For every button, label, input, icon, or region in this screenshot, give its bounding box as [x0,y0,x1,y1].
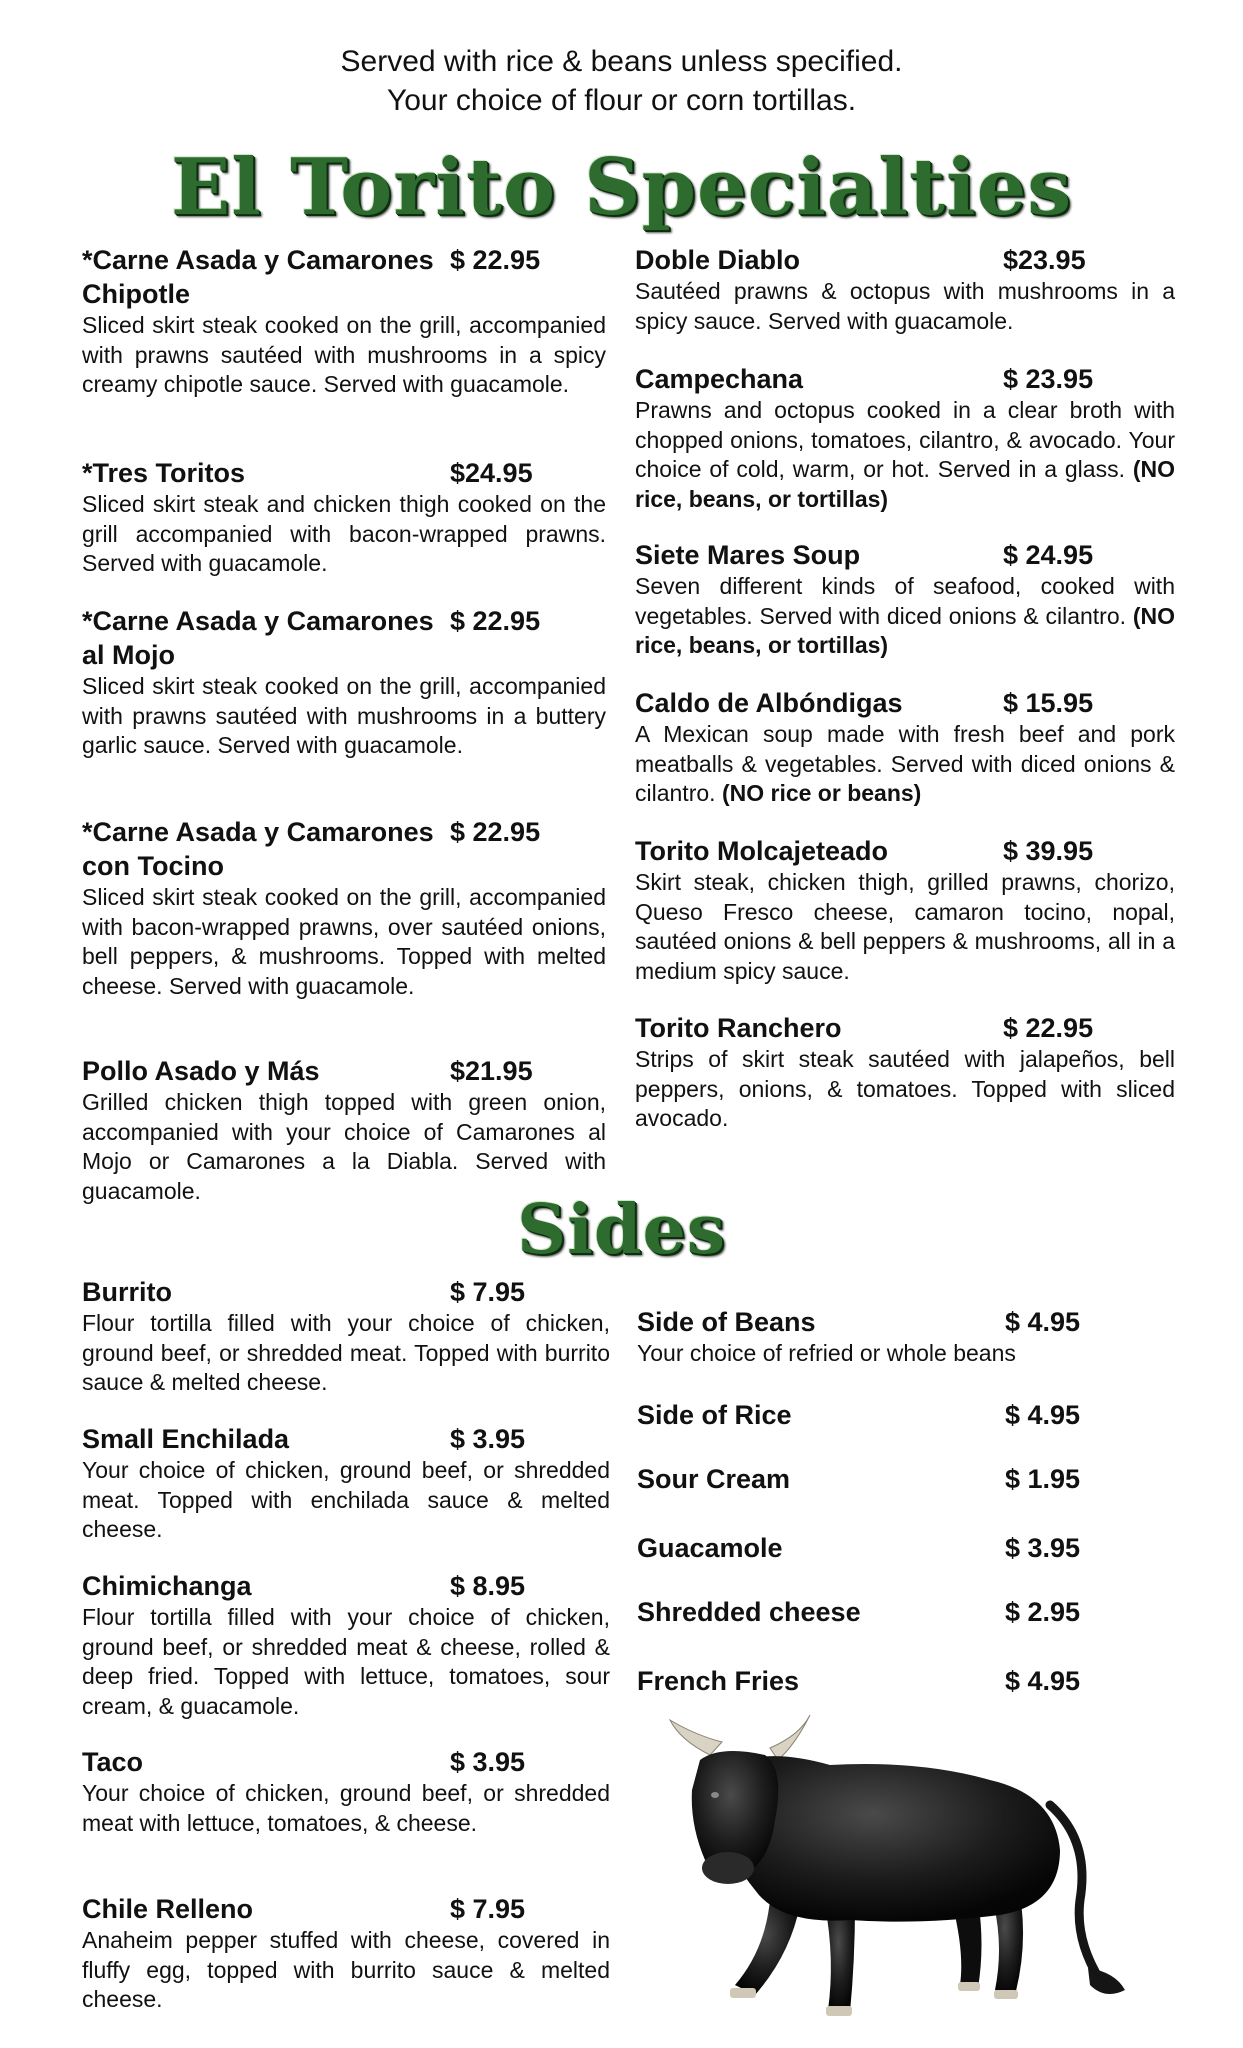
menu-item [635,243,1175,336]
item-description: Anaheim pepper stuffed with cheese, covered in fluffy egg, topped with burrito sauce & melted cheese. [82,1927,610,2012]
side-item [637,1595,1177,1629]
item-price: $ 1.95 [1005,1464,1081,1494]
item-name: French Fries [637,1666,800,1696]
side-item [637,1664,1177,1698]
item-price: $ 22.95 [450,817,541,847]
menu-item [635,1011,1175,1134]
item-name: Burrito [82,1277,172,1307]
intro-line-1: Served with rice & beans unless specified. [340,45,903,78]
item-price: $ 4.95 [1005,1307,1081,1337]
item-price: $ 4.95 [1005,1400,1081,1430]
description-text: A Mexican soup made with fresh beef and pork meatballs & vegetables. Served with diced onions & cilantro. [635,721,1175,806]
side-item [637,1531,1177,1565]
item-description: Flour tortilla filled with your choice of chicken, ground beef, or shredded meat & cheese, rolled & deep fried. Topped with lettuce, tomatoes, sour cream, & guacamole. [82,1604,610,1719]
menu-item [635,686,1175,809]
item-price: $24.95 [450,458,533,488]
item-note: (NO rice, beans, or tortillas) [635,602,1176,658]
item-name: Campechana [635,364,804,394]
item-description: Flour tortilla filled with your choice of chicken, ground beef, or shredded meat. Topped with burrito sauce & melted cheese. [82,1310,610,1395]
item-price: $ 23.95 [1003,364,1094,394]
item-note: (NO rice or beans) [721,780,922,806]
item-description: Your choice of refried or whole beans [637,1340,1016,1366]
item-price: $ 39.95 [1003,836,1094,866]
item-name: Guacamole [637,1533,783,1563]
item-name: Chile Relleno [82,1894,254,1924]
menu-item [82,456,606,579]
item-name: *Carne Asada y Camarones con Tocino [82,817,434,881]
item-name: Small Enchilada [82,1424,290,1454]
side-item [637,1305,1177,1369]
item-name: Shredded cheese [637,1597,861,1627]
item-name: Doble Diablo [635,245,801,275]
item-name: Sour Cream [637,1464,791,1494]
item-price: $ 15.95 [1003,688,1094,718]
item-price: $23.95 [1003,245,1086,275]
item-price: $ 2.95 [1005,1597,1081,1627]
description-text: Strips of skirt steak sautéed with jalapeños, bell peppers, onions, & tomatoes. Topped with sliced avocado. [635,1046,1175,1131]
item-description [635,572,1175,661]
item-name: Taco [82,1747,144,1777]
item-description: Grilled chicken thigh topped with green onion, accompanied with your choice of Camarones al Mojo or Camarones a la Diabla. Served with guacamole. [82,1089,606,1204]
menu-item [635,834,1175,986]
item-price: $ 22.95 [450,245,541,275]
item-name: *Carne Asada y Camarones al Mojo [82,606,434,670]
description-text: Skirt steak, chicken thigh, grilled prawns, chorizo, Queso Fresco cheese, camaron tocino, nopal, sautéed onions & bell peppers & mushrooms, all in a medium spicy sauce. [635,869,1175,984]
item-note: (NO rice, beans, or tortillas) [635,456,1175,512]
intro-line-2: Your choice of flour or corn tortillas. [386,84,857,117]
menu-item [82,1054,606,1206]
item-name: *Carne Asada y Camarones Chipotle [82,245,434,309]
item-description: Sliced skirt steak cooked on the grill, accompanied with prawns sautéed with mushrooms in a buttery garlic sauce. Served with guacamole. [82,673,606,758]
menu-item [82,243,606,400]
item-price: $ 22.95 [450,606,541,636]
specialties-title: El Torito Specialties [170,142,1073,233]
description-text: Seven different kinds of seafood, cooked with vegetables. Served with diced onions & cilantro. [635,573,1175,629]
item-price: $ 8.95 [450,1571,526,1601]
item-price: $ 3.95 [450,1747,526,1777]
side-item [82,1569,610,1721]
item-price: $ 3.95 [450,1424,526,1454]
side-item [82,1745,610,1838]
item-name: Side of Rice [637,1400,792,1430]
description-text: Sautéed prawns & octopus with mushrooms in a spicy sauce. Served with guacamole. [635,278,1175,334]
menu-item [82,604,606,761]
item-name: Side of Beans [637,1307,816,1337]
menu-item [82,815,606,1001]
item-description: Sliced skirt steak cooked on the grill, accompanied with prawns sautéed with mushrooms in a spicy creamy chipotle sauce. Served with guacamole. [82,312,606,397]
description-text: Prawns and octopus cooked in a clear broth with chopped onions, tomatoes, cilantro, & avocado. Your choice of cold, warm, or hot. Served in a glass. [635,397,1175,482]
item-name: Siete Mares Soup [635,540,861,570]
item-name: Torito Molcajeteado [635,836,889,866]
item-description: Sliced skirt steak cooked on the grill, accompanied with bacon-wrapped prawns, over sautéed onions, bell peppers, & mushrooms. Topped with melted cheese. Served with guacamole. [82,884,606,999]
menu-intro [0,42,1243,120]
item-name: *Tres Toritos [82,458,246,488]
item-description [635,396,1175,514]
item-price: $ 4.95 [1005,1666,1081,1696]
item-description: Your choice of chicken, ground beef, or shredded meat with lettuce, tomatoes, & cheese. [82,1780,610,1836]
side-item [637,1462,1177,1496]
item-name: Chimichanga [82,1571,252,1601]
bull-illustration [660,1710,1130,2030]
item-name: Torito Ranchero [635,1013,842,1043]
side-item [82,1892,610,2015]
item-description [635,1045,1175,1134]
item-description [635,277,1175,336]
item-name: Pollo Asado y Más [82,1056,320,1086]
sides-title: Sides [516,1190,727,1270]
item-price: $ 7.95 [450,1894,526,1924]
side-item [637,1398,1177,1432]
item-description: Your choice of chicken, ground beef, or shredded meat. Topped with enchilada sauce & melted cheese. [82,1457,610,1542]
item-price: $ 24.95 [1003,540,1094,570]
item-description [635,868,1175,986]
item-price: $ 22.95 [1003,1013,1094,1043]
menu-item [635,362,1175,514]
item-description: Sliced skirt steak and chicken thigh cooked on the grill accompanied with bacon-wrapped prawns. Served with guacamole. [82,491,606,576]
item-name: Caldo de Albóndigas [635,688,903,718]
side-item [82,1275,610,1398]
side-item [82,1422,610,1545]
menu-item [635,538,1175,661]
item-price: $ 7.95 [450,1277,526,1307]
item-price: $21.95 [450,1056,533,1086]
item-description [635,720,1175,809]
item-price: $ 3.95 [1005,1533,1081,1563]
